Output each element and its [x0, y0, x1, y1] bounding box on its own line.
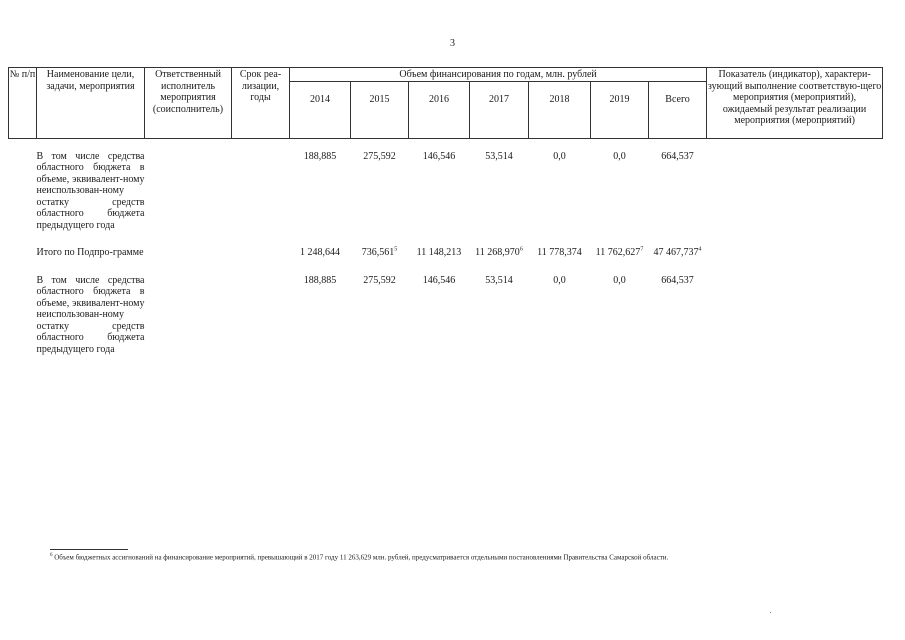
value-cell: 11 778,374	[537, 247, 582, 258]
value-cell: 53,514	[485, 150, 513, 162]
header-row-top	[9, 68, 883, 82]
value-cell: 0,0	[613, 274, 626, 286]
table-row	[9, 231, 883, 259]
col-header-funding: Объем финансирования по годам, млн. рублей	[290, 68, 707, 82]
table-row	[9, 138, 883, 231]
col-header-name: Наименование цели, задачи, мероприятия	[37, 68, 145, 139]
col-header-term: Срок реа-лизации, годы	[232, 68, 290, 139]
value-cell: 146,546	[422, 150, 456, 162]
col-header-indicator: Показатель (индикатор), характери-зующий выполнение соответствую-щего мероприятия (мероприятий), ожидаемый результат реализации мероприятия (мероприятий)	[707, 68, 883, 139]
value-cell: 11 268,970$^6$	[475, 246, 523, 258]
row-name: В том числе средства областного бюджета в объеме, эквивалент-ному неиспользован-ному остатку средств областного бюджета предыдущего года	[36, 274, 145, 355]
value-cell: 1 248,644	[300, 247, 340, 258]
col-header-number: № п/п	[9, 68, 37, 139]
total-cell: 664,537	[661, 150, 694, 162]
footnote	[50, 551, 890, 562]
year-header: 2019	[591, 81, 649, 138]
page-number: 3	[450, 38, 455, 49]
value-cell: 146,546	[422, 274, 456, 286]
value-cell: 53,514	[485, 274, 513, 286]
value-cell: 0,0	[553, 150, 566, 162]
year-header: 2017	[470, 81, 529, 138]
value-cell: 736,561$^5$	[361, 246, 398, 258]
row-name: Итого по Подпро-грамме	[36, 247, 144, 258]
year-header: 2015	[351, 81, 409, 138]
total-cell: 47 467,737$^4$	[653, 246, 702, 258]
year-header: 2016	[409, 81, 470, 138]
value-cell: 11 762,627$^7$	[595, 246, 644, 258]
value-cell: 11 148,213	[416, 247, 462, 258]
year-header: 2018	[529, 81, 591, 138]
footnote-marker: 6	[50, 553, 53, 558]
footnote-text: Объем бюджетных ассигнований на финансирование мероприятий, превышающий в 2017 году 11 263,629 млн. рублей, предусматривается отдельными постановлениями Правительства Самарской области.	[54, 553, 669, 562]
value-cell: 275,592	[363, 150, 396, 162]
total-cell: 664,537	[661, 274, 694, 286]
value-cell: 275,592	[363, 274, 396, 286]
value-cell: 188,885	[303, 150, 337, 162]
col-header-responsible: Ответственный исполнитель мероприятия (соисполнитель)	[145, 68, 232, 139]
value-cell: 188,885	[303, 274, 337, 286]
total-header: Всего	[649, 81, 707, 138]
footnote-separator	[50, 549, 128, 550]
value-cell: 0,0	[613, 150, 626, 162]
scan-speck	[770, 612, 771, 613]
year-header: 2014	[290, 81, 351, 138]
value-cell: 0,0	[553, 274, 566, 286]
row-name: В том числе средства областного бюджета в объеме, эквивалент-ному неиспользован-ному остатку средств областного бюджета предыдущего года	[36, 150, 145, 231]
funding-table	[8, 67, 883, 355]
table-row	[9, 259, 883, 356]
